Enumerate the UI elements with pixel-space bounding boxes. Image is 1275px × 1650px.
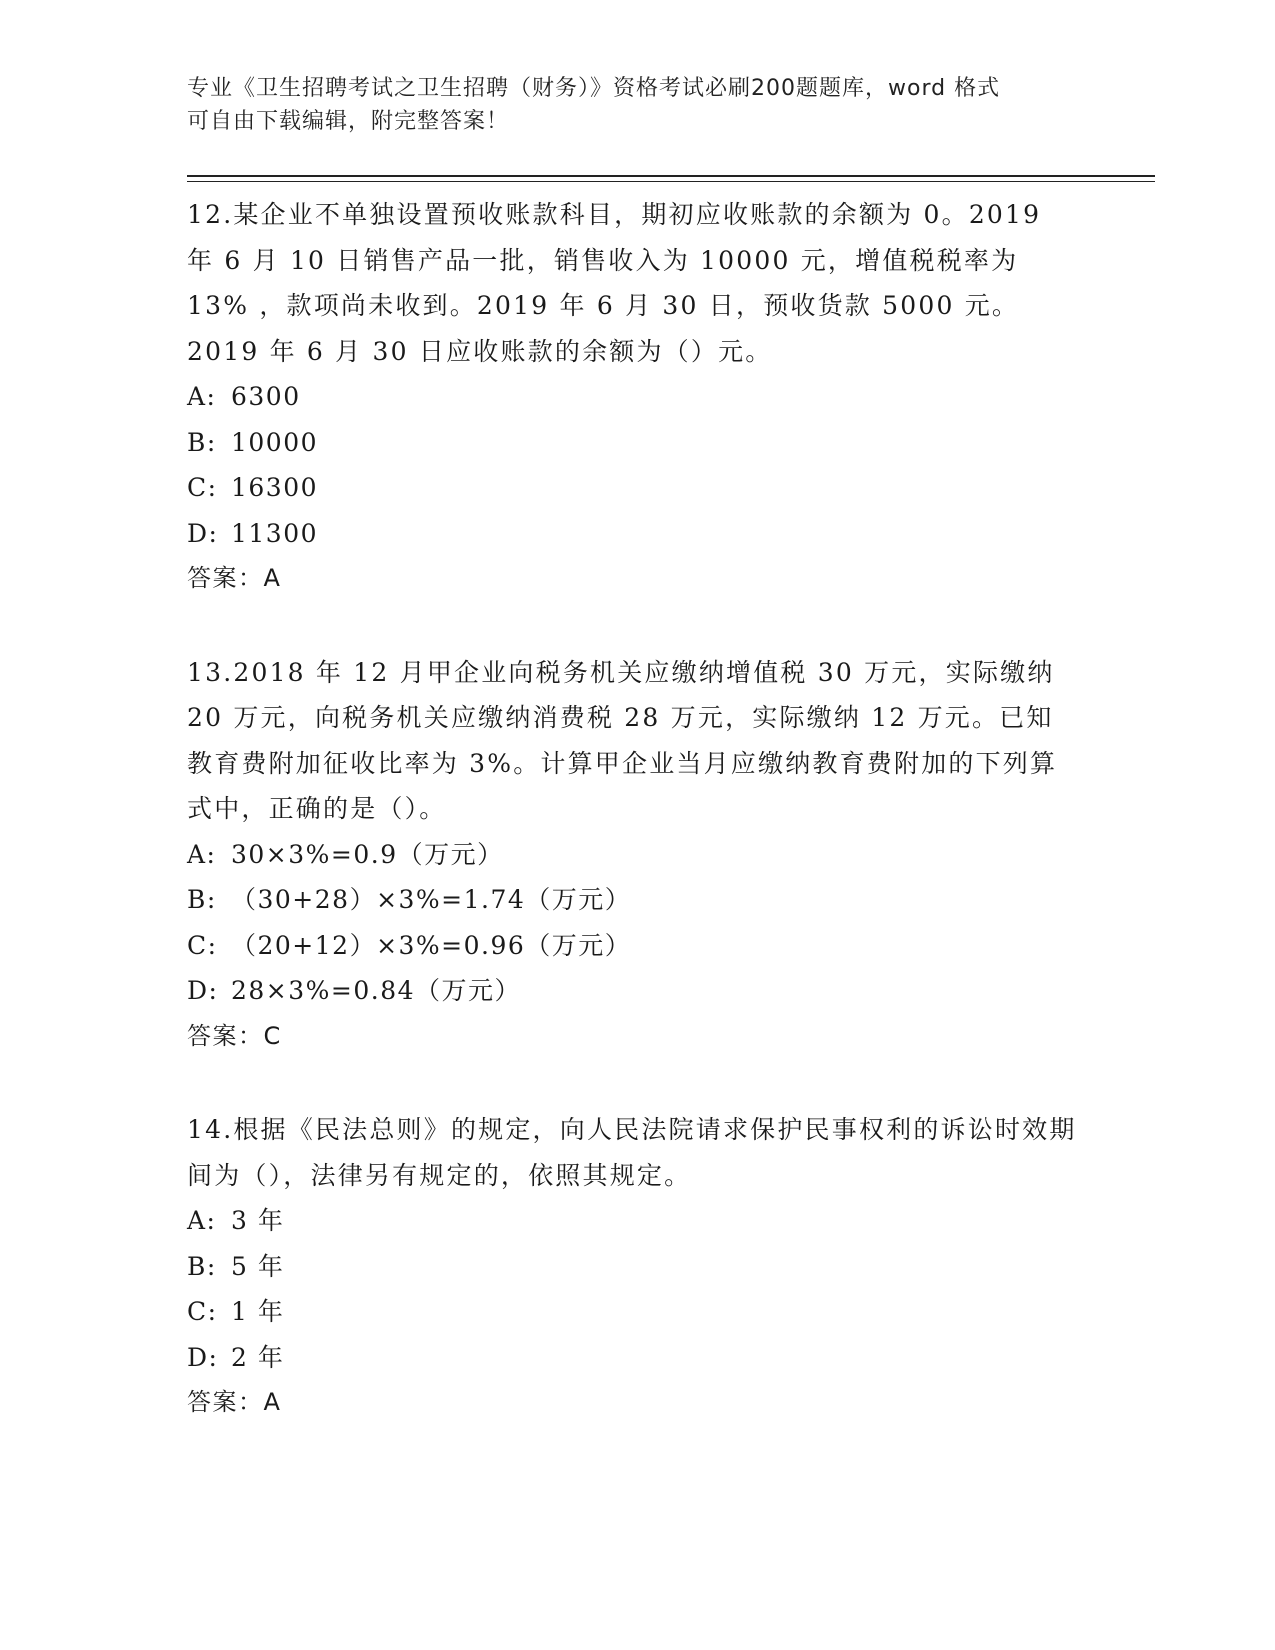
question-text: 14.根据《民法总则》的规定，向人民法院请求保护民事权利的诉讼时效期间为（），法律另有规定的，依照其规定。 bbox=[187, 1115, 1077, 1190]
option-text: 10000 bbox=[231, 427, 319, 457]
option-label: B: bbox=[187, 427, 217, 457]
option-text: 2 年 bbox=[231, 1342, 285, 1372]
question-14 bbox=[187, 1107, 1077, 1426]
option-label: D: bbox=[187, 1342, 219, 1372]
answer-line: 答案：C bbox=[187, 1021, 282, 1050]
document-header bbox=[187, 72, 1067, 138]
answer-line: 答案：A bbox=[187, 564, 282, 592]
question-13 bbox=[187, 650, 1077, 1060]
answer-line: 答案：A bbox=[187, 1388, 282, 1416]
option-label: C: bbox=[187, 473, 218, 502]
option-label: A: bbox=[187, 1206, 217, 1235]
question-text: 13.2018 年 12 月甲企业向税务机关应缴纳增值税 30 万元，实际缴纳 20 万元，向税务机关应缴纳消费税 28 万元，实际缴纳 12 万元。已知教育费附加征收比率为 3%。计算甲企业当月应缴纳教育费附加的下列算式中，正确的是（）。 bbox=[187, 657, 1058, 823]
option-d bbox=[187, 968, 1077, 1014]
header-rule-thick bbox=[187, 175, 1155, 177]
header-line-1: 专业《卫生招聘考试之卫生招聘（财务）》资格考试必刷200题题库，word 格式 bbox=[187, 76, 1001, 101]
option-c bbox=[187, 1289, 1077, 1335]
option-text: 3 年 bbox=[231, 1206, 285, 1235]
option-text: （30+28）×3%=1.74（万元） bbox=[231, 885, 632, 914]
header-rule-thin bbox=[187, 181, 1155, 182]
option-label: B: bbox=[187, 885, 217, 914]
question-list bbox=[187, 192, 1077, 1474]
option-a bbox=[187, 832, 1077, 878]
option-b bbox=[187, 877, 1077, 923]
option-label: D: bbox=[187, 518, 219, 548]
question-12 bbox=[187, 192, 1077, 602]
option-label: C: bbox=[187, 930, 218, 960]
option-c bbox=[187, 465, 1077, 511]
option-a bbox=[187, 374, 1077, 420]
option-text: 1 年 bbox=[231, 1297, 285, 1326]
option-d bbox=[187, 1335, 1077, 1381]
option-text: 16300 bbox=[231, 473, 319, 502]
option-label: A: bbox=[187, 382, 217, 411]
option-b bbox=[187, 1244, 1077, 1290]
header-line-2: 可自由下载编辑，附完整答案！ bbox=[187, 109, 510, 134]
option-text: 11300 bbox=[231, 518, 319, 548]
option-b bbox=[187, 420, 1077, 466]
option-d bbox=[187, 511, 1077, 557]
option-text: （20+12）×3%=0.96（万元） bbox=[231, 930, 632, 960]
option-label: C: bbox=[187, 1297, 218, 1326]
option-a bbox=[187, 1198, 1077, 1244]
option-label: D: bbox=[187, 976, 219, 1005]
option-text: 6300 bbox=[231, 382, 301, 411]
option-text: 28×3%=0.84（万元） bbox=[231, 976, 522, 1005]
option-label: B: bbox=[187, 1251, 217, 1281]
question-text: 12.某企业不单独设置预收账款科目，期初应收账款的余额为 0。2019 年 6 月 10 日销售产品一批，销售收入为 10000 元，增值税税率为 13% ，款项尚未收到。2019 年 6 月 30 日，预收货款 5000 元。2019 年 6 月 30 日应收账款的余额为（）元。 bbox=[187, 200, 1042, 366]
option-c bbox=[187, 923, 1077, 969]
option-text: 30×3%=0.9（万元） bbox=[231, 839, 504, 869]
option-text: 5 年 bbox=[231, 1251, 285, 1281]
option-label: A: bbox=[187, 839, 217, 869]
